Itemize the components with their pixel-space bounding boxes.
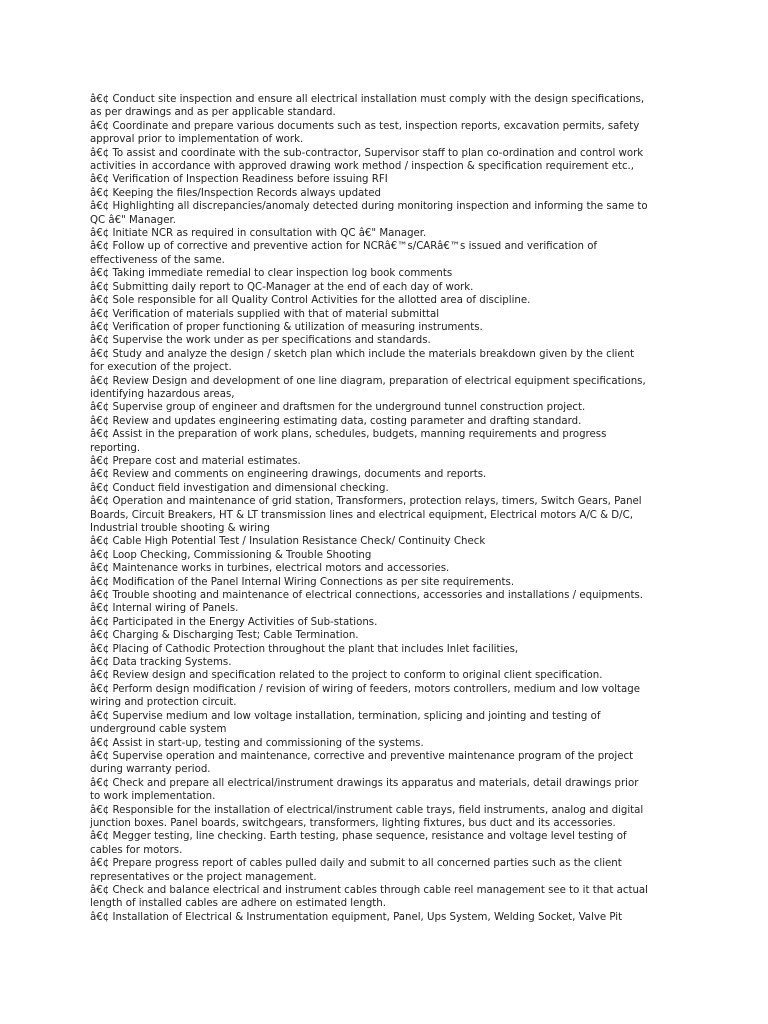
text-line: â€¢ Submitting daily report to QC-Manager at the end of each day of work. (90, 281, 474, 293)
text-line: as per drawings and as per applicable standard. (90, 107, 336, 119)
text-line: representatives or the project management. (90, 871, 317, 883)
text-line: underground cable system (90, 724, 227, 736)
text-line: â€¢ Data tracking Systems. (90, 657, 232, 669)
text-line: â€¢ Review and comments on engineering drawings, documents and reports. (90, 469, 487, 481)
text-line: â€¢ Supervise operation and maintenance, corrective and preventive maintenance program of the project (90, 750, 634, 762)
text-line: â€¢ Maintenance works in turbines, electrical motors and accessories. (90, 563, 450, 575)
text-line: â€¢ Sole responsible for all Quality Control Activities for the allotted area of discipline. (90, 295, 531, 307)
text-line: â€¢ Highlighting all discrepancies/anomaly detected during monitoring inspection and informing the same to (90, 201, 648, 213)
text-line: â€¢ Follow up of corrective and preventive action for NCRâ€™s/CARâ€™s issued and verification of (90, 241, 598, 253)
text-line: Industrial trouble shooting & wiring (90, 523, 270, 534)
text-line: â€¢ Responsible for the installation of electrical/instrument cable trays, field instruments, analog and digital (90, 804, 644, 816)
text-line: â€¢ Prepare progress report of cables pulled daily and submit to all concerned parties such as the client (90, 858, 622, 870)
text-line: QC â€" Manager. (90, 214, 176, 226)
text-line: for execution of the project. (90, 362, 232, 374)
text-line: â€¢ Assist in start-up, testing and commissioning of the systems. (90, 737, 424, 749)
text-line: â€¢ Placing of Cathodic Protection throughout the plant that includes Inlet facilities, (90, 643, 519, 655)
text-line: wiring and protection circuit. (90, 697, 237, 709)
text-line: Boards, Circuit Breakers, HT & LT transmission lines and electrical equipment, Electrical motors A/C & D/C, (90, 509, 633, 521)
text-line: â€¢ Check and balance electrical and instrument cables through cable reel management see to it that actual (90, 884, 649, 896)
text-line: â€¢ Participated in the Energy Activities of Sub-stations. (90, 616, 378, 628)
text-line: â€¢ Supervise the work under as per specifications and standards. (90, 335, 431, 347)
text-line: â€¢ Prepare cost and material estimates. (90, 455, 301, 467)
text-line: â€¢ Check and prepare all electrical/instrument drawings its apparatus and materials, detail drawings prior (90, 777, 639, 789)
text-line: length of installed cables are adhere on estimated length. (90, 898, 386, 910)
text-line: â€¢ Internal wiring of Panels. (90, 603, 239, 615)
text-line: â€¢ Review design and specification related to the project to conform to original client specification. (90, 670, 603, 682)
text-line: during warranty period. (90, 764, 211, 776)
text-line: identifying hazardous areas, (90, 388, 235, 400)
text-line: â€¢ Cable High Potential Test / Insulation Resistance Check/ Continuity Check (90, 536, 486, 548)
text-line: â€¢ Megger testing, line checking. Earth testing, phase sequence, resistance and voltage level testing of (90, 831, 627, 843)
text-line: cables for motors. (90, 844, 183, 856)
text-line: â€¢ Initiate NCR as required in consultation with QC â€" Manager. (90, 228, 427, 240)
text-line: â€¢ Supervise medium and low voltage installation, termination, splicing and jointing and testing of (90, 710, 601, 722)
text-line: â€¢ Installation of Electrical & Instrumentation equipment, Panel, Ups System, Welding Socket, Valve Pit (90, 911, 623, 923)
text-line: to work implementation. (90, 791, 216, 803)
text-line: â€¢ Coordinate and prepare various documents such as test, inspection reports, excavation permits, safety (90, 120, 640, 132)
text-line: â€¢ Loop Checking, Commissioning & Trouble Shooting (90, 549, 372, 561)
text-line: â€¢ Supervise group of engineer and draftsmen for the underground tunnel construction project. (90, 402, 586, 414)
text-line: â€¢ Conduct field investigation and dimensional checking. (90, 482, 389, 494)
text-line: activities in accordance with approved drawing work method / inspection & specification requirement etc., (90, 161, 635, 173)
text-line: â€¢ Charging & Discharging Test; Cable Termination. (90, 630, 359, 642)
text-line: â€¢ Assist in the preparation of work plans, schedules, budgets, manning requirements and progress (90, 429, 607, 441)
text-line: â€¢ Verification of Inspection Readiness before issuing RFI (90, 174, 388, 186)
text-line: â€¢ Review Design and development of one line diagram, preparation of electrical equipment specifications, (90, 375, 646, 387)
text-line: â€¢ Taking immediate remedial to clear inspection log book comments (90, 268, 453, 280)
text-line: approval prior to implementation of work. (90, 134, 304, 146)
text-line: â€¢ Verification of materials supplied with that of material submittal (90, 308, 440, 320)
text-line: reporting. (90, 442, 141, 454)
text-line: effectiveness of the same. (90, 254, 225, 266)
text-line: junction boxes. Panel boards, switchgears, transformers, lighting fixtures, bus duct and its accessories. (90, 817, 616, 829)
text-line: â€¢ Review and updates engineering estimating data, costing parameter and drafting standard. (90, 415, 582, 427)
document-body (90, 93, 680, 924)
text-line: â€¢ Study and analyze the design / sketch plan which include the materials breakdown given by the client (90, 348, 635, 360)
text-line: â€¢ Operation and maintenance of grid station, Transformers, protection relays, timers, Switch Gears, Panel (90, 496, 642, 508)
text-line: â€¢ Trouble shooting and maintenance of electrical connections, accessories and installations / equipments. (90, 590, 644, 602)
text-line: â€¢ Modification of the Panel Internal Wiring Connections as per site requirements. (90, 576, 515, 588)
text-line: â€¢ Conduct site inspection and ensure all electrical installation must comply with the design specifications, (90, 94, 645, 105)
text-line: â€¢ To assist and coordinate with the sub-contractor, Supervisor staff to plan co-ordination and control work (90, 147, 644, 159)
text-line: â€¢ Perform design modification / revision of wiring of feeders, motors controllers, medium and low voltage (90, 683, 640, 695)
text-line: â€¢ Keeping the files/Inspection Records always updated (90, 187, 382, 199)
text-line: â€¢ Verification of proper functioning & utilization of measuring instruments. (90, 321, 483, 333)
